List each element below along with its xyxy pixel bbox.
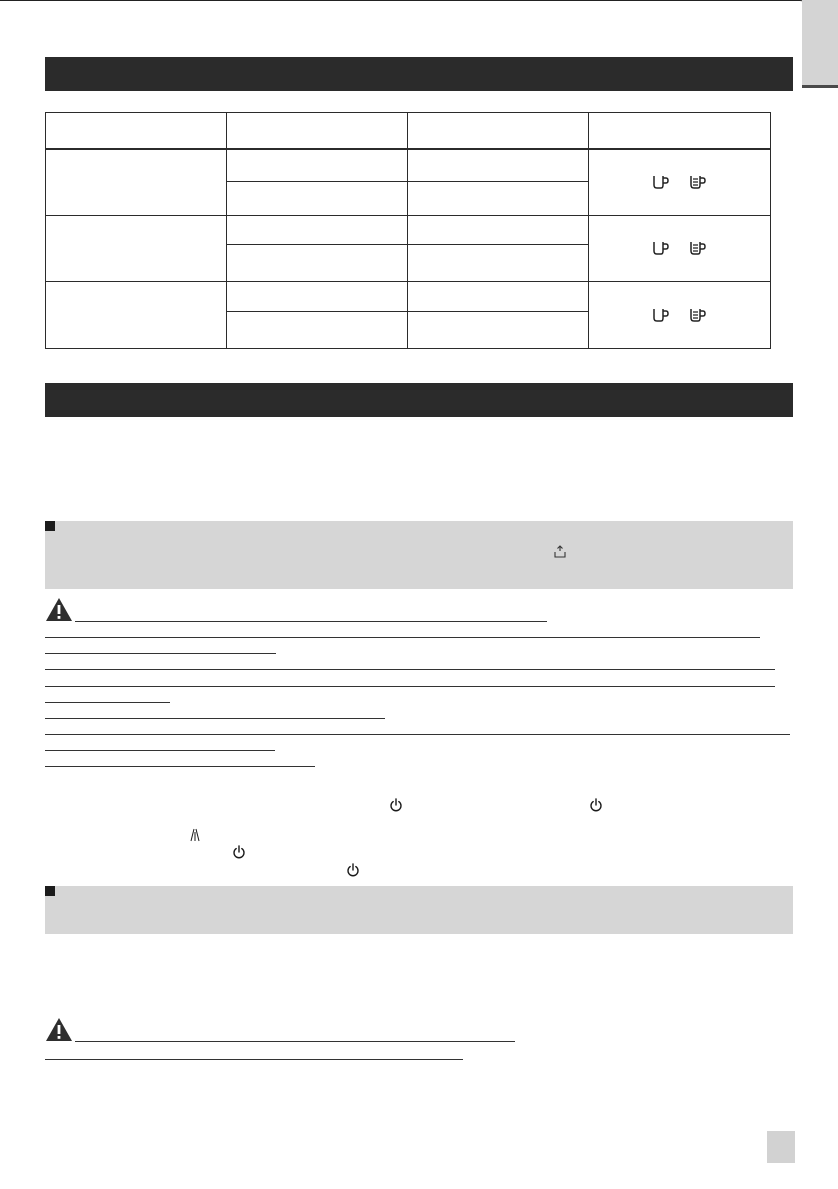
- descale-icon: [553, 545, 567, 559]
- warning-heading-rule: [75, 1041, 515, 1042]
- table-cell: [408, 282, 589, 312]
- warning-text-rule: [45, 766, 315, 767]
- power-icon: [389, 798, 403, 812]
- table-header-row: [46, 113, 771, 149]
- power-icon: [346, 863, 360, 877]
- table-cell: [227, 312, 408, 349]
- page-trim-line: [0, 0, 818, 18]
- table-cell: [227, 149, 408, 182]
- table-row: [46, 282, 771, 312]
- table-header-cell: [227, 113, 408, 149]
- note-marker-square: [45, 886, 55, 896]
- table-cell: [408, 245, 589, 282]
- table-header-cell: [46, 113, 227, 149]
- beverage-table: [45, 112, 771, 349]
- language-side-tab: [802, 0, 838, 88]
- table-cell: [227, 282, 408, 312]
- single-cup-icon: [653, 308, 669, 322]
- table-icon-cell: [589, 282, 771, 349]
- table-cell: [408, 312, 589, 349]
- table-cell: [408, 149, 589, 182]
- note-marker-square: [45, 521, 55, 531]
- warning-text-rule: [45, 637, 760, 638]
- warning-text-rule: [45, 718, 385, 719]
- table-row: [46, 216, 771, 245]
- warning-text-rule: [45, 669, 775, 670]
- table-row: [46, 149, 771, 182]
- table-row-label-cell: [46, 149, 227, 216]
- section-header-bar: [45, 57, 793, 91]
- table-row-label-cell: [46, 216, 227, 282]
- table-cell: [408, 216, 589, 245]
- single-cup-icon: [653, 241, 669, 255]
- table-header-cell: [408, 113, 589, 149]
- table-cell: [408, 182, 589, 216]
- table-header-cell: [589, 113, 771, 149]
- steam-icon: [188, 828, 202, 842]
- section-header-bar: [45, 383, 793, 417]
- table-cell: [227, 245, 408, 282]
- note-box: [45, 521, 793, 589]
- warning-heading-rule: [75, 621, 547, 622]
- warning-text-rule: [45, 702, 170, 703]
- warning-text-rule: [45, 734, 790, 735]
- table-icon-cell: [589, 149, 771, 216]
- warning-text-rule: [45, 750, 275, 751]
- warning-text-rule: [45, 1059, 463, 1060]
- single-cup-icon: [653, 175, 669, 189]
- double-cup-icon: [690, 308, 706, 322]
- power-icon: [232, 845, 246, 859]
- warning-triangle-icon: [45, 1017, 73, 1042]
- double-cup-icon: [690, 175, 706, 189]
- page-number-box: [767, 1131, 795, 1163]
- power-icon: [589, 798, 603, 812]
- table-cell: [227, 216, 408, 245]
- double-cup-icon: [690, 241, 706, 255]
- warning-text-rule: [45, 653, 276, 654]
- table-row-label-cell: [46, 282, 227, 349]
- warning-text-rule: [45, 686, 775, 687]
- table-icon-cell: [589, 216, 771, 282]
- note-box: [45, 886, 793, 934]
- warning-triangle-icon: [45, 597, 73, 622]
- table-cell: [227, 182, 408, 216]
